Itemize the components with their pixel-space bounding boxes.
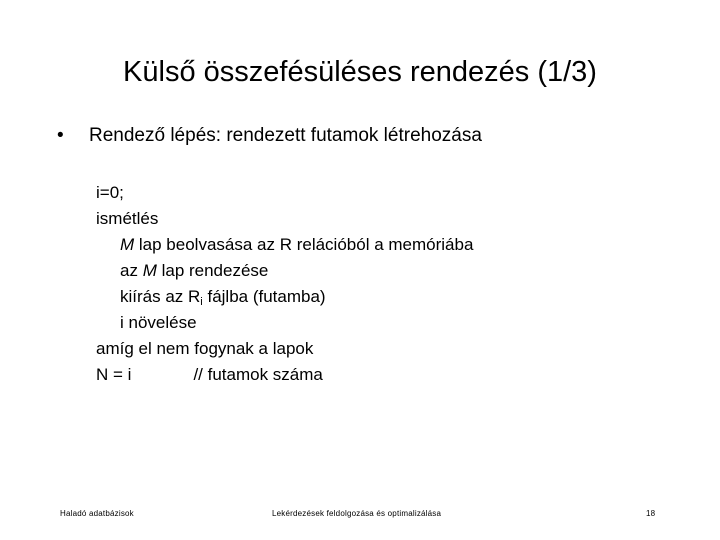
algorithm-line: amíg el nem fogynak a lapok: [96, 339, 314, 358]
algorithm-subscript: i: [200, 296, 203, 308]
algorithm-text: kiírás az R: [120, 287, 201, 306]
footer-course: Haladó adatbázisok: [60, 509, 134, 518]
algorithm-line: ismétlés: [96, 209, 159, 228]
bullet-icon: •: [57, 125, 64, 146]
footer-topic: Lekérdezések feldolgozása és optimalizálása: [272, 509, 442, 518]
algorithm-text: lap rendezése: [156, 261, 269, 280]
algorithm-line: [96, 284, 473, 310]
algorithm-variable: M: [142, 261, 157, 280]
algorithm-line: i növelése: [120, 313, 197, 332]
algorithm-line: [96, 258, 473, 284]
slide-title: Külső összefésüléses rendezés (1/3): [123, 56, 597, 88]
algorithm-text: az: [120, 261, 143, 280]
bullet-item: [57, 124, 482, 148]
algorithm-block: [96, 180, 473, 388]
algorithm-line: [96, 362, 473, 388]
algorithm-comment: // futamok száma: [193, 365, 323, 384]
algorithm-text: fájlba (futamba): [202, 287, 326, 306]
algorithm-line: i=0;: [96, 183, 124, 202]
algorithm-code: N = i: [96, 365, 132, 384]
algorithm-variable: M: [120, 235, 135, 254]
algorithm-text: lap beolvasása az R relációból a memóriába: [134, 235, 474, 254]
algorithm-line: [96, 232, 473, 258]
page-number: 18: [646, 509, 656, 518]
bullet-text: Rendező lépés: rendezett futamok létrehozása: [89, 125, 482, 146]
